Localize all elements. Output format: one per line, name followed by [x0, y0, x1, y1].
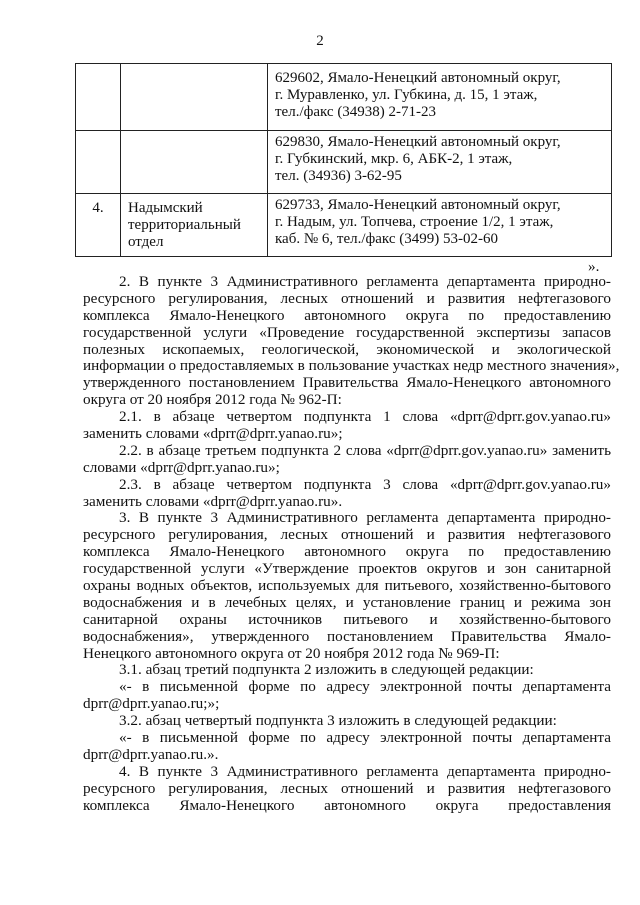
text-line: 2.1. в абзаце четвертом подпункта 1 слова «dprr@dprr.gov.yanao.ru»: [119, 408, 611, 426]
text-line: dprr@dprr.yanao.ru;»;: [83, 695, 220, 713]
table-row: [76, 131, 612, 194]
address-line: г. Муравленко, ул. Губкина, д. 15, 1 этаж,: [275, 86, 538, 103]
text-line: 4. В пункте 3 Административного регламента департамента природно-: [119, 762, 611, 780]
text-line: заменить словами «dprr@dprr.yanao.ru».: [83, 492, 343, 510]
address-cell: [268, 131, 612, 194]
text-line: 2.3. в абзаце четвертом подпункта 3 слова «dprr@dprr.gov.yanao.ru»: [119, 475, 611, 493]
department-cell: [121, 194, 268, 257]
text-line: Ненецкого автономного округа от 20 ноября 2012 года № 969-П:: [83, 644, 500, 662]
text-line: государственной услуги «Утверждение проектов округов и зон санитарной: [83, 560, 611, 578]
text-line: охраны водных объектов, используемых для питьевого, хозяйственно-бытового: [83, 577, 611, 595]
text-line: 2. В пункте 3 Административного регламента департамента природно-: [119, 273, 611, 290]
address-cell: [268, 64, 612, 131]
text-line: полезных ископаемых, геологической, экономической и экологической: [83, 340, 611, 358]
address-table: [75, 63, 612, 257]
text-line: ресурсного регулирования, лесных отношений и развития нефтегазового: [83, 779, 611, 797]
text-line: информации о предоставляемых в пользование участках недр местного значения»,: [83, 357, 620, 375]
address-line: г. Надым, ул. Топчева, строение 1/2, 1 этаж,: [275, 213, 554, 230]
text-line: ресурсного регулирования, лесных отношений и развития нефтегазового: [83, 289, 611, 307]
address-line: тел. (34936) 3-62-95: [275, 167, 402, 184]
text-line: «- в письменной форме по адресу электронной почты департамента: [119, 678, 611, 696]
text-line: водоснабжения и в лечебных целях, и установление границ и режима зон: [83, 593, 611, 611]
text-line: 3. В пункте 3 Административного регламента департамента природно-: [119, 509, 611, 527]
department-cell: [121, 131, 268, 194]
body-text: [83, 273, 620, 815]
department-line: Надымский: [128, 200, 203, 216]
text-line: округа от 20 ноября 2012 года № 962-П:: [83, 391, 342, 409]
department-line: отдел: [128, 233, 164, 250]
text-line: dprr@dprr.yanao.ru.».: [83, 745, 219, 763]
address-line: каб. № 6, тел./факс (3499) 53-02-60: [275, 230, 498, 247]
text-line: 2.2. в абзаце третьем подпункта 2 слова «dprr@dprr.gov.yanao.ru» заменить: [119, 441, 611, 459]
table-row: [76, 194, 612, 257]
page-number: 2: [316, 33, 324, 49]
text-line: водоснабжения», утвержденного постановлением Правительства Ямало-: [83, 627, 611, 645]
text-line: комплекса Ямало-Ненецкого автономного округа предоставления: [83, 796, 611, 814]
address-line: г. Губкинский, мкр. 6, АБК-2, 1 этаж,: [275, 150, 513, 167]
table-row: [76, 64, 612, 131]
address-line: 629602, Ямало-Ненецкий автономный округ,: [275, 70, 561, 86]
address-cell: [268, 194, 612, 257]
text-line: комплекса Ямало-Ненецкого автономного округа по предоставлению: [83, 543, 611, 561]
text-line: государственной услуги «Проведение государственной экспертизы запасов: [83, 323, 611, 341]
closing-quote: ».: [588, 258, 600, 275]
address-line: 629733, Ямало-Ненецкий автономный округ,: [275, 197, 561, 213]
address-line: тел./факс (34938) 2-71-23: [275, 103, 437, 120]
text-line: ресурсного регулирования, лесных отношений и развития нефтегазового: [83, 526, 611, 544]
department-cell: [121, 64, 268, 131]
text-line: санитарной охраны источников питьевого и хозяйственно-бытового: [83, 610, 611, 628]
text-line: 3.2. абзац четвертый подпункта 3 изложить в следующей редакции:: [119, 712, 557, 730]
text-line: «- в письменной форме по адресу электронной почты департамента: [119, 729, 611, 747]
row-number-cell: [76, 131, 121, 194]
text-line: утвержденного постановлением Правительства Ямало-Ненецкого автономного: [83, 374, 611, 392]
text-line: заменить словами «dprr@dprr.yanao.ru»;: [83, 425, 343, 443]
address-line: 629830, Ямало-Ненецкий автономный округ,: [275, 134, 561, 150]
department-line: территориальный: [128, 216, 241, 233]
text-line: словами «dprr@dprr.yanao.ru»;: [83, 458, 280, 476]
text-line: комплекса Ямало-Ненецкого автономного округа по предоставлению: [83, 306, 611, 324]
row-number-cell: 4.: [76, 194, 121, 257]
text-line: 3.1. абзац третий подпункта 2 изложить в следующей редакции:: [119, 661, 534, 679]
row-number-cell: [76, 64, 121, 131]
